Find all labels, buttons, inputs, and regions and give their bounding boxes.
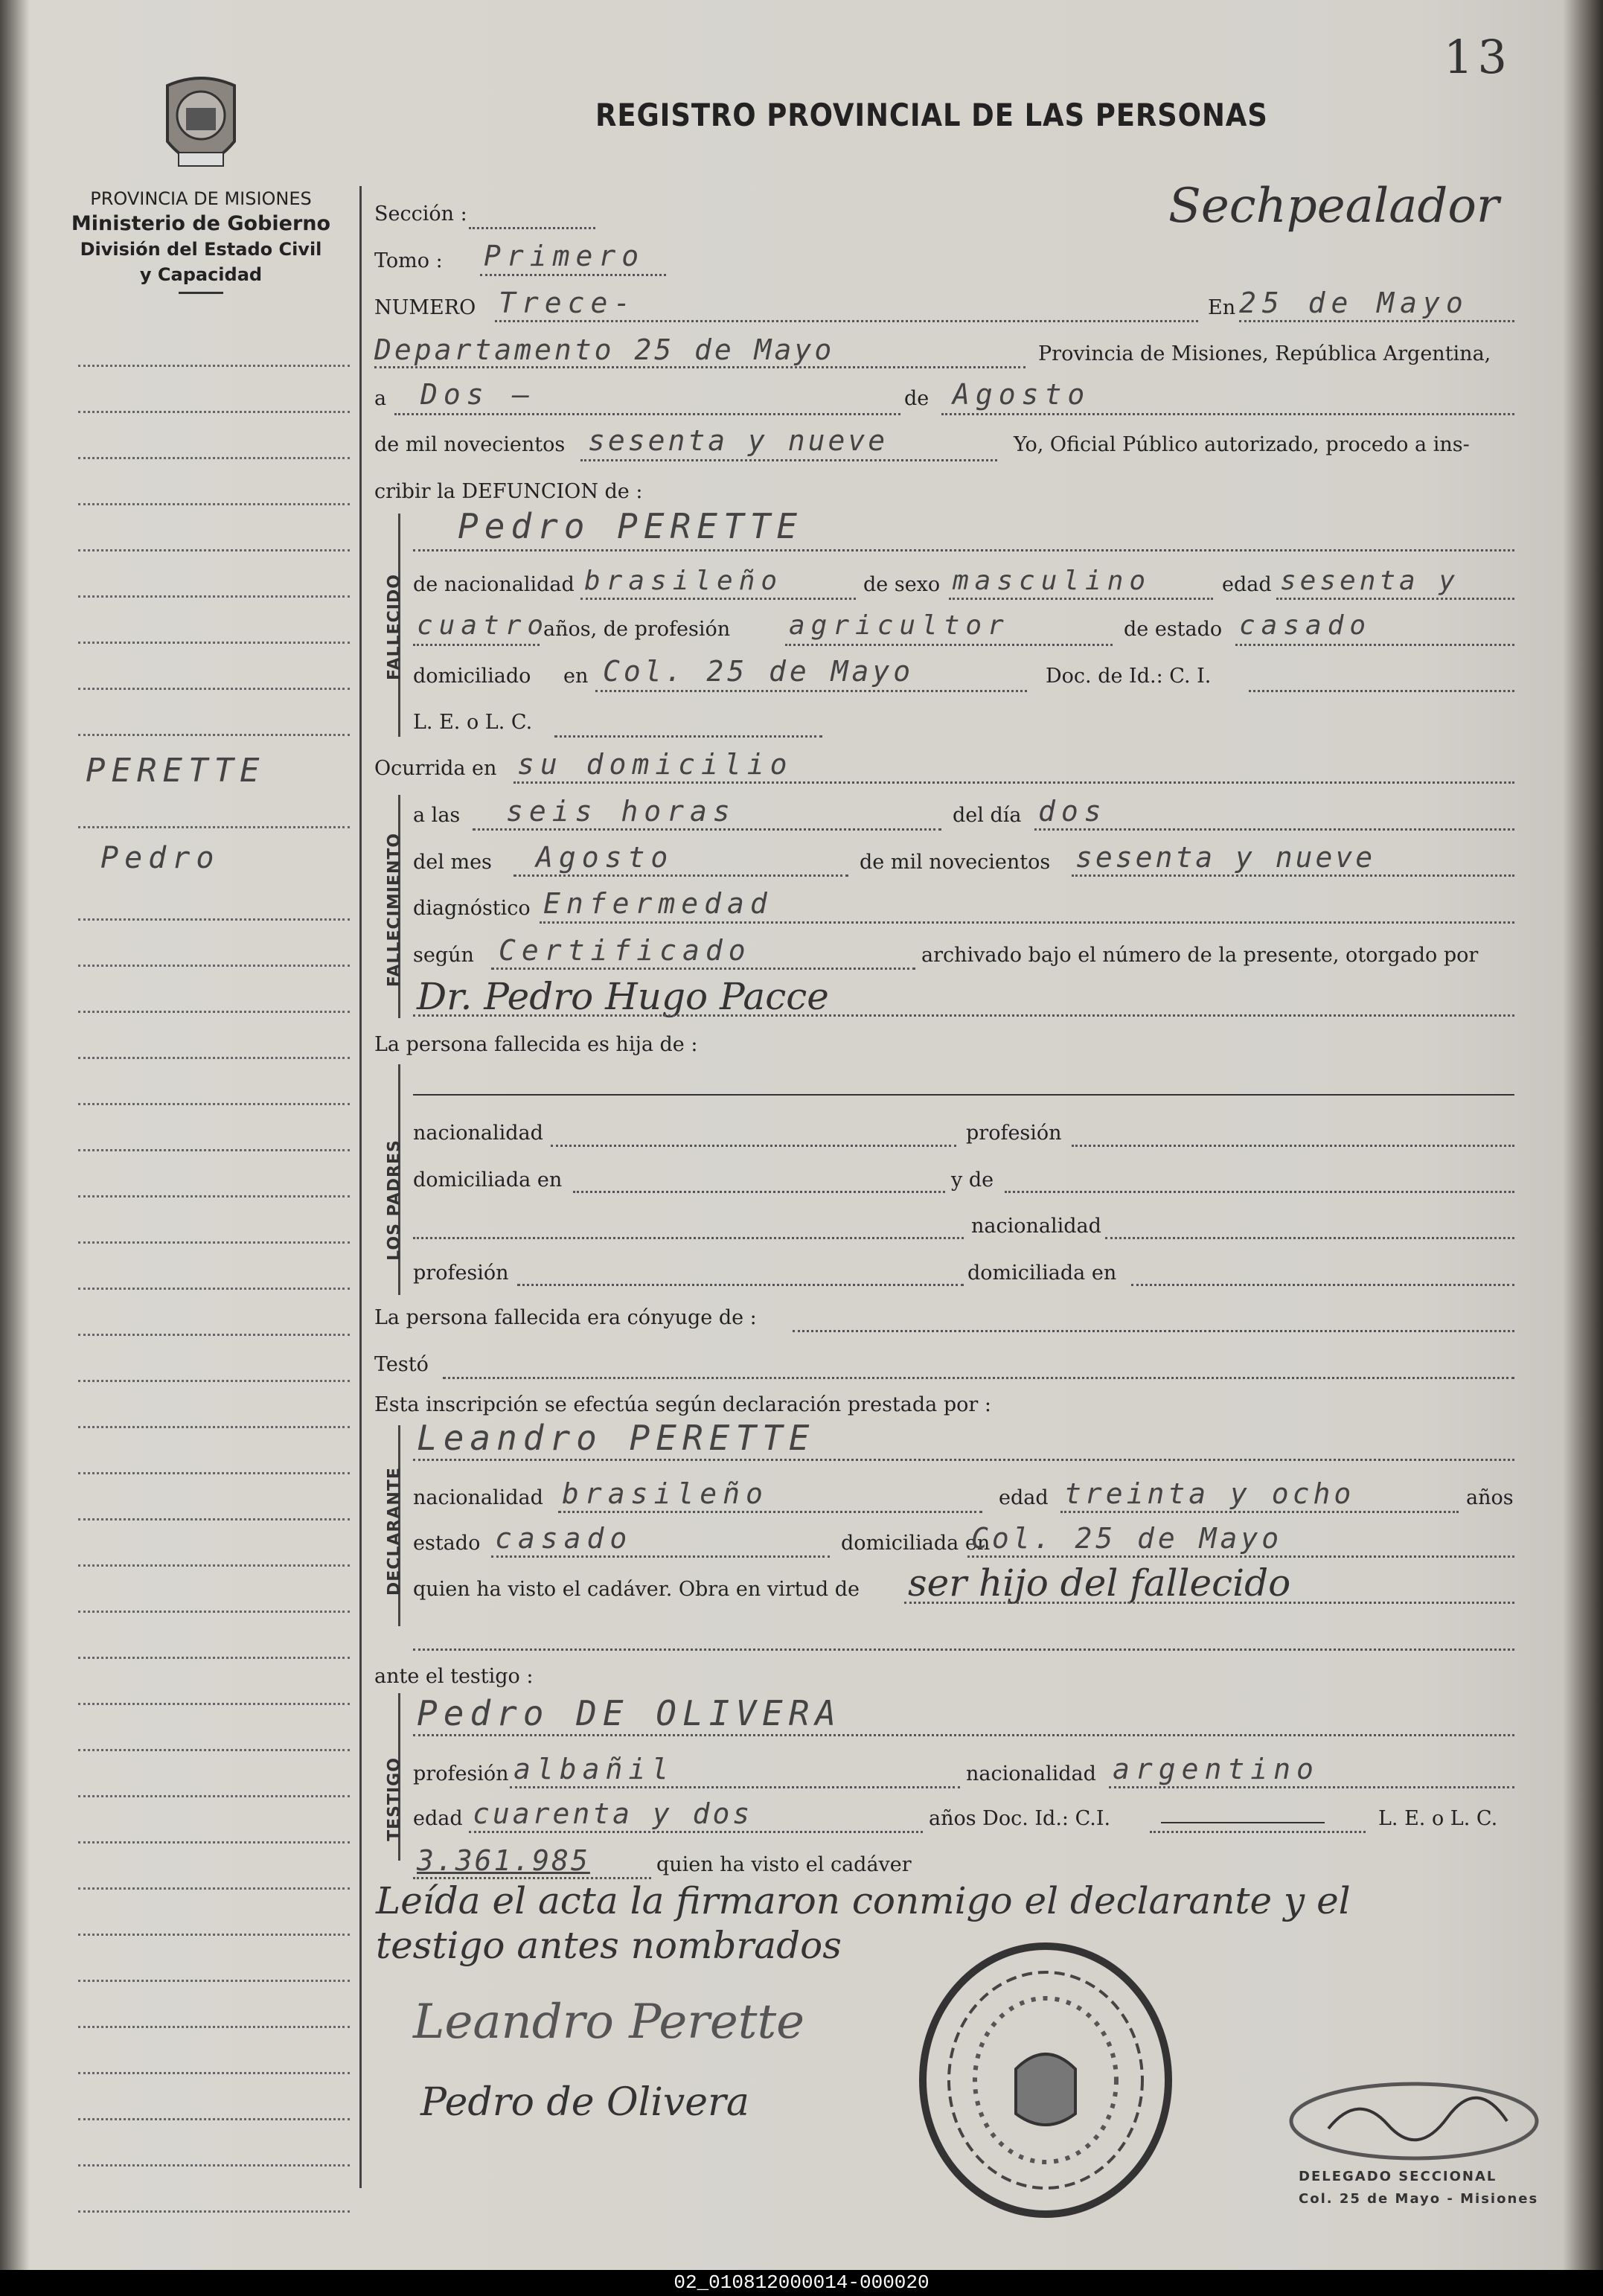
anio-value: sesenta y nueve <box>1075 841 1376 874</box>
fallecido-doc-label: Doc. de Id.: C. I. <box>1046 665 1212 688</box>
declarante-estado-label: estado <box>413 1532 481 1555</box>
numero-label: NUMERO <box>374 296 476 319</box>
hija-label: La persona fallecida es hija de : <box>374 1033 698 1056</box>
month-value: Agosto <box>953 378 1091 411</box>
hora-value: seis horas <box>506 795 736 828</box>
fallecido-name: Pedro PERETTE <box>458 506 804 546</box>
fallecido-edad-value2: cuatro <box>417 610 550 641</box>
declarante-signature: Leandro Perette <box>413 1995 805 2050</box>
fallecido-estado-value: casado <box>1239 610 1372 641</box>
padres-profesion-label: profesión <box>966 1122 1062 1145</box>
margin-given-name: Pedro <box>100 841 220 875</box>
declarante-nacionalidad-value: brasileño <box>562 1477 769 1510</box>
declarante-domiciliada-label: domiciliada en <box>841 1532 991 1555</box>
declarante-section-label: DECLARANTE <box>385 1467 404 1596</box>
testigo-nacionalidad-label: nacionalidad <box>966 1762 1096 1785</box>
declarante-name: Leandro PERETTE <box>417 1418 816 1458</box>
delegado-stamp <box>1299 2166 1538 2210</box>
image-id-footer: 02_010812000014-000020 <box>0 2270 1603 2296</box>
mes-value: Agosto <box>536 841 674 874</box>
fallecimiento-section-label: FALLECIMIENTO <box>385 832 404 988</box>
archivado-label: archivado bajo el número de la presente, otorgado por <box>921 944 1479 967</box>
ante-testigo-label: ante el testigo : <box>374 1665 534 1688</box>
departamento-value: Departamento 25 de Mayo <box>374 333 835 366</box>
doctor-value: Dr. Pedro Hugo Pacce <box>417 975 829 1018</box>
segun-label: según <box>413 944 474 967</box>
provincia-label: Provincia de Misiones, República Argentina, <box>1038 342 1491 365</box>
header-capacity: y Capacidad <box>139 264 263 285</box>
testigo-visto-label: quien ha visto el cadáver <box>656 1853 912 1876</box>
declarante-estado-value: casado <box>495 1522 633 1555</box>
ocurrida-value: su domicilio <box>517 748 793 781</box>
declarante-nacionalidad-label: nacionalidad <box>413 1486 543 1509</box>
fallecido-le-label: L. E. o L. C. <box>413 711 533 734</box>
diagnostico-label: diagnóstico <box>413 897 531 920</box>
testigo-anos-label: años Doc. Id.: C.I. <box>929 1807 1111 1830</box>
fallecimiento-mil-label: de mil novecientos <box>860 851 1051 874</box>
de-label: de <box>904 387 930 410</box>
closing-line1: Leída el acta la firmaron conmigo el declarante y el <box>376 1879 1351 1922</box>
diagnostico-value: Enfermedad <box>543 887 773 920</box>
closing-line2: testigo antes nombrados <box>376 1924 842 1967</box>
numero-value: Trece- <box>499 287 637 319</box>
conyuge-label: La persona fallecida era cónyuge de : <box>374 1306 757 1329</box>
padres-domiciliada-label: domiciliada en <box>413 1168 563 1192</box>
fallecido-en-label: en <box>563 665 589 688</box>
stamp-line-2: Col. 25 de Mayo - Misiones <box>1299 2191 1539 2207</box>
issuer-header <box>45 186 357 294</box>
year-value: sesenta y nueve <box>588 424 889 457</box>
padres-profesion2-label: profesión <box>413 1261 509 1285</box>
deldia-label: del día <box>953 804 1022 827</box>
yde-label: y de <box>951 1168 994 1192</box>
a-label: a <box>374 387 387 410</box>
segun-value: Certificado <box>499 934 752 967</box>
coat-of-arms-icon <box>153 71 249 186</box>
padres-section-label: LOS PADRES <box>385 1139 404 1261</box>
testigo-profesion-value: albañil <box>513 1753 675 1785</box>
official-round-stamp-icon <box>912 1935 1180 2225</box>
fallecido-edad-value1: sesenta y <box>1280 566 1459 596</box>
testo-label: Testó <box>374 1353 429 1376</box>
header-division: División del Estado Civil <box>80 239 322 260</box>
declarante-edad-value: treinta y ocho <box>1064 1477 1355 1510</box>
fallecido-domicilio-value: Col. 25 de Mayo <box>603 655 915 688</box>
tomo-value: Primero <box>484 240 645 272</box>
header-province: PROVINCIA DE MISIONES <box>90 188 312 209</box>
document-title: REGISTRO PROVINCIAL DE LAS PERSONAS <box>595 97 1268 133</box>
declarante-domicilio-value: Col. 25 de Mayo <box>971 1522 1283 1555</box>
dia-value: dos <box>1038 795 1107 828</box>
testigo-nacionalidad-value: argentino <box>1113 1753 1319 1785</box>
ocurrida-label: Ocurrida en <box>374 757 497 780</box>
mil-label: de mil novecientos <box>374 433 566 456</box>
testigo-profesion-label: profesión <box>413 1762 509 1785</box>
delmes-label: del mes <box>413 851 492 874</box>
testigo-section-label: TESTIGO <box>385 1757 404 1841</box>
seccion-label: Sección : <box>374 202 467 226</box>
testigo-name: Pedro DE OLIVERA <box>417 1693 842 1733</box>
testigo-edad-value: cuarenta y dos <box>473 1797 753 1830</box>
fallecido-profesion-value: agricultor <box>789 610 1010 641</box>
official-signature-oval-icon <box>1284 2076 1544 2166</box>
tomo-label: Tomo : <box>374 249 443 272</box>
inscripcion-label: Esta inscripción se efectúa según declaración prestada por : <box>374 1393 991 1416</box>
day-value: Dos — <box>420 378 536 411</box>
en-value: 25 de Mayo <box>1239 287 1469 319</box>
oficial-label: Yo, Oficial Público autorizado, procedo a ins- <box>1014 433 1470 456</box>
fallecido-sexo-label: de sexo <box>863 573 941 596</box>
declarante-visto-label: quien ha visto el cadáver. Obra en virtud de <box>413 1578 860 1601</box>
testigo-le-label: L. E. o L. C. <box>1378 1807 1498 1830</box>
declarante-anos-label: años <box>1466 1486 1514 1509</box>
padres-nacionalidad-label: nacionalidad <box>413 1122 543 1145</box>
testigo-signature: Pedro de Olivera <box>420 2080 749 2125</box>
declarante-edad-label: edad <box>999 1486 1049 1509</box>
fallecido-sexo-value: masculino <box>953 566 1152 596</box>
padres-nacionalidad2-label: nacionalidad <box>971 1215 1101 1238</box>
fallecido-section-label: FALLECIDO <box>385 574 404 680</box>
margin-surname: PERETTE <box>86 752 266 790</box>
en-label: En <box>1208 296 1236 319</box>
padres-domiciliada2-label: domiciliada en <box>967 1261 1117 1285</box>
main-vertical-rule <box>359 186 362 2188</box>
page-number: 13 <box>1444 30 1511 84</box>
fallecido-nacionalidad-value: brasileño <box>584 566 784 596</box>
testigo-doc-number: 3.361.985 <box>417 1844 590 1877</box>
inscribir-label: cribir la DEFUNCION de : <box>374 480 643 503</box>
fallecido-anos-label: años, de profesión <box>543 618 731 641</box>
header-ministry: Ministerio de Gobierno <box>71 212 331 235</box>
alas-label: a las <box>413 804 461 827</box>
oficial-signature-top: Sechpealador <box>1168 179 1500 234</box>
fallecido-domiciliado-label: domiciliado <box>413 665 531 688</box>
fallecido-nacionalidad-label: de nacionalidad <box>413 573 575 596</box>
fallecido-estado-label: de estado <box>1124 618 1223 641</box>
fallecido-edad-label: edad <box>1222 573 1272 596</box>
stamp-line-1: DELEGADO SECCIONAL <box>1299 2169 1497 2184</box>
testigo-edad-label: edad <box>413 1807 463 1830</box>
declarante-virtud-value: ser hijo del fallecido <box>908 1561 1291 1605</box>
